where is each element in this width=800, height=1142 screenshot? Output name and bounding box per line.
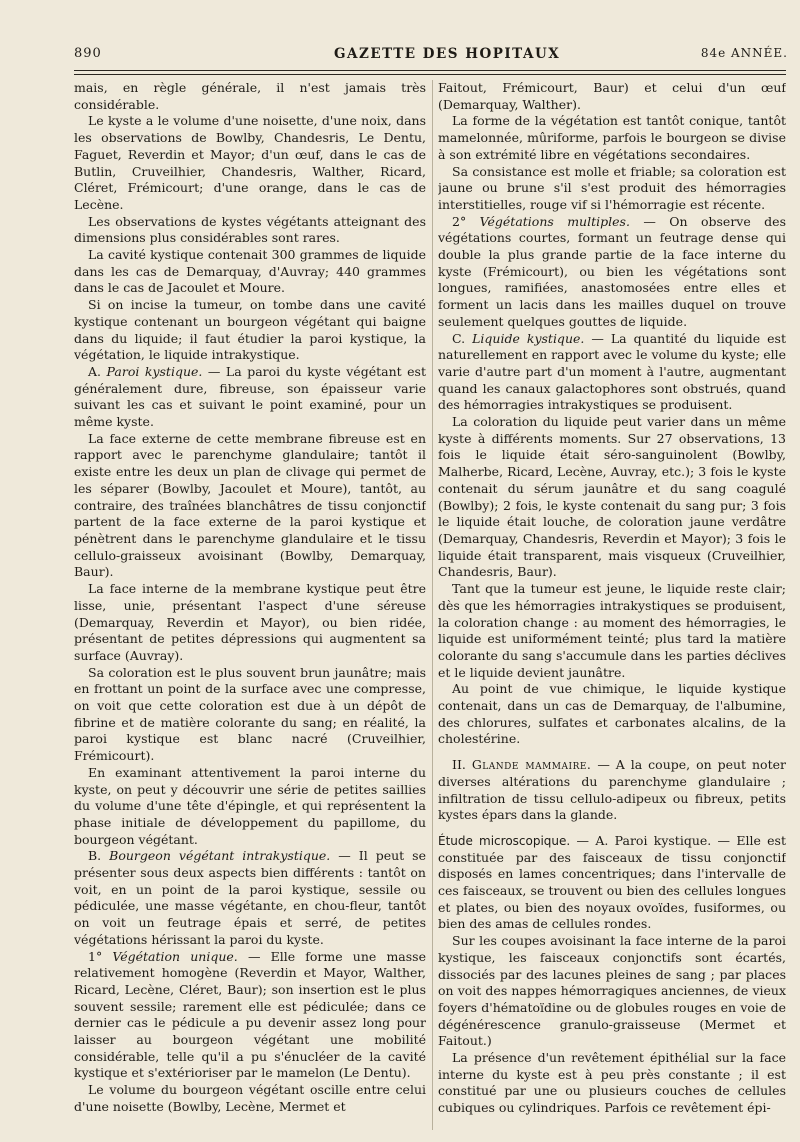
section-letter: A. bbox=[88, 363, 102, 379]
paragraph bbox=[74, 949, 426, 1083]
paragraph: La présence d'un revêtement épithélial sur la face interne du kyste est à peu près constante ; il est constitué par une ou plusieurs couches de cellules cubiques ou cylindriques. Parfois ce revêtement épi- bbox=[438, 1050, 786, 1116]
paragraph: Faitout, Frémicourt, Baur) et celui d'un œuf (Demarquay, Walther). bbox=[438, 80, 786, 112]
page-header bbox=[74, 46, 790, 64]
section-title: Glande mammaire. bbox=[471, 757, 592, 773]
paragraph bbox=[74, 848, 426, 948]
header-rule-thin bbox=[74, 74, 786, 75]
paragraph: La face interne de la membrane kystique peut être lisse, unie, présentant l'aspect d'une séreuse (Demarquay, Reverdin et Mayor), ou bien ridée, présentant de petites dépressions qui augmentent sa surface (Auvray). bbox=[74, 581, 426, 663]
paragraph: Sur les coupes avoisinant la face interne de la paroi kystique, les faisceaux conjonctifs sont écartés, dissociés par des lacunes pleines de sang ; par places on voit des nappes hémorragiques anciennes, de vieux foyers d'hématoïdine ou de globules rouges en voie de dégénérescence granulo-graisseuse (Mermet et Faitout.) bbox=[438, 933, 786, 1049]
section-title: Liquide kystique. bbox=[472, 330, 585, 346]
section-number: 1° bbox=[88, 948, 103, 964]
paragraph: Les observations de kystes végétants atteignant des dimensions plus considérables sont rares. bbox=[74, 213, 426, 246]
paragraph: Sa coloration est le plus souvent brun jaunâtre; mais en frottant un point de la surface avec une compresse, on voit que cette coloration est due à un dépôt de fibrine et de matière colorante du sang; en réalité, la paroi kystique est blanc nacré (Cruveilhier, Frémicourt). bbox=[74, 664, 426, 764]
paragraph bbox=[438, 214, 786, 331]
paragraph-text: — La quantité du liquide est naturellement en rapport avec le volume du kyste; elle varie d'autre part d'un moment à l'autre, augmentant quand les canaux galactophores sont obstrués, quand des hémorragies intrakystiques se produisent. bbox=[438, 330, 786, 413]
year-label: 84e ANNÉE. bbox=[700, 46, 788, 60]
header-rule bbox=[74, 70, 786, 71]
paragraph: Si on incise la tumeur, on tombe dans une cavité kystique contenant un bourgeon végétant qui baigne dans du liquide; il faut étudier la paroi kystique, la végétation, le liquide intrakystique. bbox=[74, 297, 426, 363]
paragraph: Le volume du bourgeon végétant oscille entre celui d'une noisette (Bowlby, Lecène, Mermet et bbox=[74, 1082, 426, 1114]
section-letter: C. bbox=[452, 330, 466, 346]
page-number: 890 bbox=[74, 46, 102, 61]
section-number: 2° bbox=[452, 213, 467, 229]
right-column bbox=[438, 80, 786, 1132]
paragraph bbox=[438, 757, 786, 824]
paragraph: En examinant attentivement la paroi interne du kyste, on peut y découvrir une série de petites saillies du volume d'une tête d'épingle, et qui représentent la phase initiale de développement du papillome, du bourgeon végétant. bbox=[74, 764, 426, 847]
paragraph-text: — On observe des végétations courtes, formant un feutrage dense qui double la plus grande partie de la face interne du kyste (Frémicourt), ou bien les végétations sont longues, ramifiées, anastomosées entre elles et forment un lacis dans les mailles duquel on trouve seulement quelques gouttes de liquide. bbox=[438, 213, 786, 329]
paragraph: La forme de la végétation est tantôt conique, tantôt mamelonnée, mûriforme, parfois le bourgeon se divise à son extrémité libre en végétations secondaires. bbox=[438, 113, 786, 162]
paragraph-text: — La paroi du kyste végétant est généralement dure, fibreuse, son épaisseur varie suivant les cas et suivant le point examiné, pour un même kyste. bbox=[74, 363, 426, 430]
paragraph: La cavité kystique contenait 300 grammes de liquide dans les cas de Demarquay, d'Auvray; 440 grammes dans le cas de Jacoulet et Moure. bbox=[74, 247, 426, 296]
section-title: Bourgeon végétant intrakystique. bbox=[109, 848, 331, 864]
paragraph: Au point de vue chimique, le liquide kystique contenait, dans un cas de Demarquay, de l'albumine, des chlorures, sulfates et carbonates alcalins, de la cholestérine. bbox=[438, 681, 786, 747]
paragraph: La face externe de cette membrane fibreuse est en rapport avec le parenchyme glandulaire; tantôt il existe entre les deux un plan de clivage qui permet de les séparer (Bowlby, Jacoulet et Moure), tantôt, au contraire, des traînées blanchâtres de tissu conjonctif partent de la face externe de la paroi kystique et pénètrent dans le parenchyme glandulaire et le tissu cellulo-graisseux avoisinant (Bowlby, Demarquay, Baur). bbox=[74, 430, 426, 580]
paragraph-text: — A. Paroi kystique. — Elle est constituée par des faisceaux de tissu conjonctif disposés en lames concentriques; dans l'intervalle de ces faisceaux, se trouvent ou bien des cellules longues et plates, ou bien des noyaux ovoïdes, fusiformes, ou bien des amas de cellules rondes. bbox=[438, 832, 786, 932]
paragraph-text: — Il peut se présenter sous deux aspects bien différents : tantôt on voit, en un point de la paroi kystique, sessile ou pédiculée, une masse végétante, en chou-fleur, tantôt on voit un feutrage épais et serré, de petites végétations hérissant la paroi du kyste. bbox=[74, 848, 426, 947]
left-column bbox=[74, 80, 426, 1132]
paragraph: La coloration du liquide peut varier dans un même kyste à différents moments. Sur 27 observations, 13 fois le liquide était séro-sanguinolent (Bowlby, Malherbe, Ricard, Lecène, Auvray, etc.); 3 fois le kyste contenait du sérum jaunâtre et du sang coagulé (Bowlby); 2 fois, le kyste contenait du sang pur; 3 fois le liquide était louche, de coloration jaune verdâtre (Demarquay, Chandesris, Reverdin et Mayor); 3 fois le liquide était transparent, mais visqueux (Cruveilhier, Chandesris, Baur). bbox=[438, 414, 786, 580]
section-letter: B. bbox=[88, 848, 102, 864]
paragraph-text: — Elle forme une masse relativement homogène (Reverdin et Mayor, Walther, Ricard, Lecène, Cléret, Baur); son insertion est le plus souvent sessile; rarement elle est pédiculée; dans ce dernier cas le pédicule a pu devenir assez long pour laisser au bourgeon végétant une mobilité considérable, telle qu'il a pu s'énucléer de la cavité kystique et s'extérioriser par le mamelon (Le Dentu). bbox=[74, 948, 426, 1081]
paragraph: Le kyste a le volume d'une noisette, d'une noix, dans les observations de Bowlby, Chandesris, Le Dentu, Faguet, Reverdin et Mayor; d'un œuf, dans le cas de Butlin, Cruveilhier, Chandesris, Walther, Ricard, Cléret, Frémicourt; d'une orange, dans le cas de Lecène. bbox=[74, 113, 426, 212]
section-title: Végétation unique. bbox=[112, 948, 238, 964]
paragraph: Tant que la tumeur est jeune, le liquide reste clair; dès que les hémorragies intrakystiques se produisent, la coloration change : au moment des hémorragies, le liquide est uniformément teinté; plus tard la matière colorante du sang s'accumule dans les parties déclives et le liquide devient jaunâtre. bbox=[438, 581, 786, 680]
journal-title: GAZETTE DES HOPITAUX bbox=[334, 46, 561, 62]
column-divider bbox=[432, 80, 433, 1130]
paragraph: mais, en règle générale, il n'est jamais très considérable. bbox=[74, 80, 426, 112]
paragraph bbox=[74, 364, 426, 431]
section-title: Paroi kystique. bbox=[106, 363, 203, 379]
paragraph bbox=[438, 331, 786, 415]
section-title: Étude microscopique. bbox=[438, 833, 571, 848]
paragraph-text: — A la coupe, on peut noter diverses altérations du parenchyme glandulaire ; infiltration de tissu cellulo-adipeux ou fibreux, petits kystes épars dans la glande. bbox=[438, 757, 786, 823]
paragraph: Sa consistance est molle et friable; sa coloration est jaune ou brune s'il s'est produit des hémorragies interstitielles, rouge vif si l'hémorragie est récente. bbox=[438, 163, 786, 212]
section-number: II. bbox=[452, 757, 466, 773]
paragraph bbox=[438, 833, 786, 933]
section-title: Végétations multiples. bbox=[479, 213, 630, 229]
